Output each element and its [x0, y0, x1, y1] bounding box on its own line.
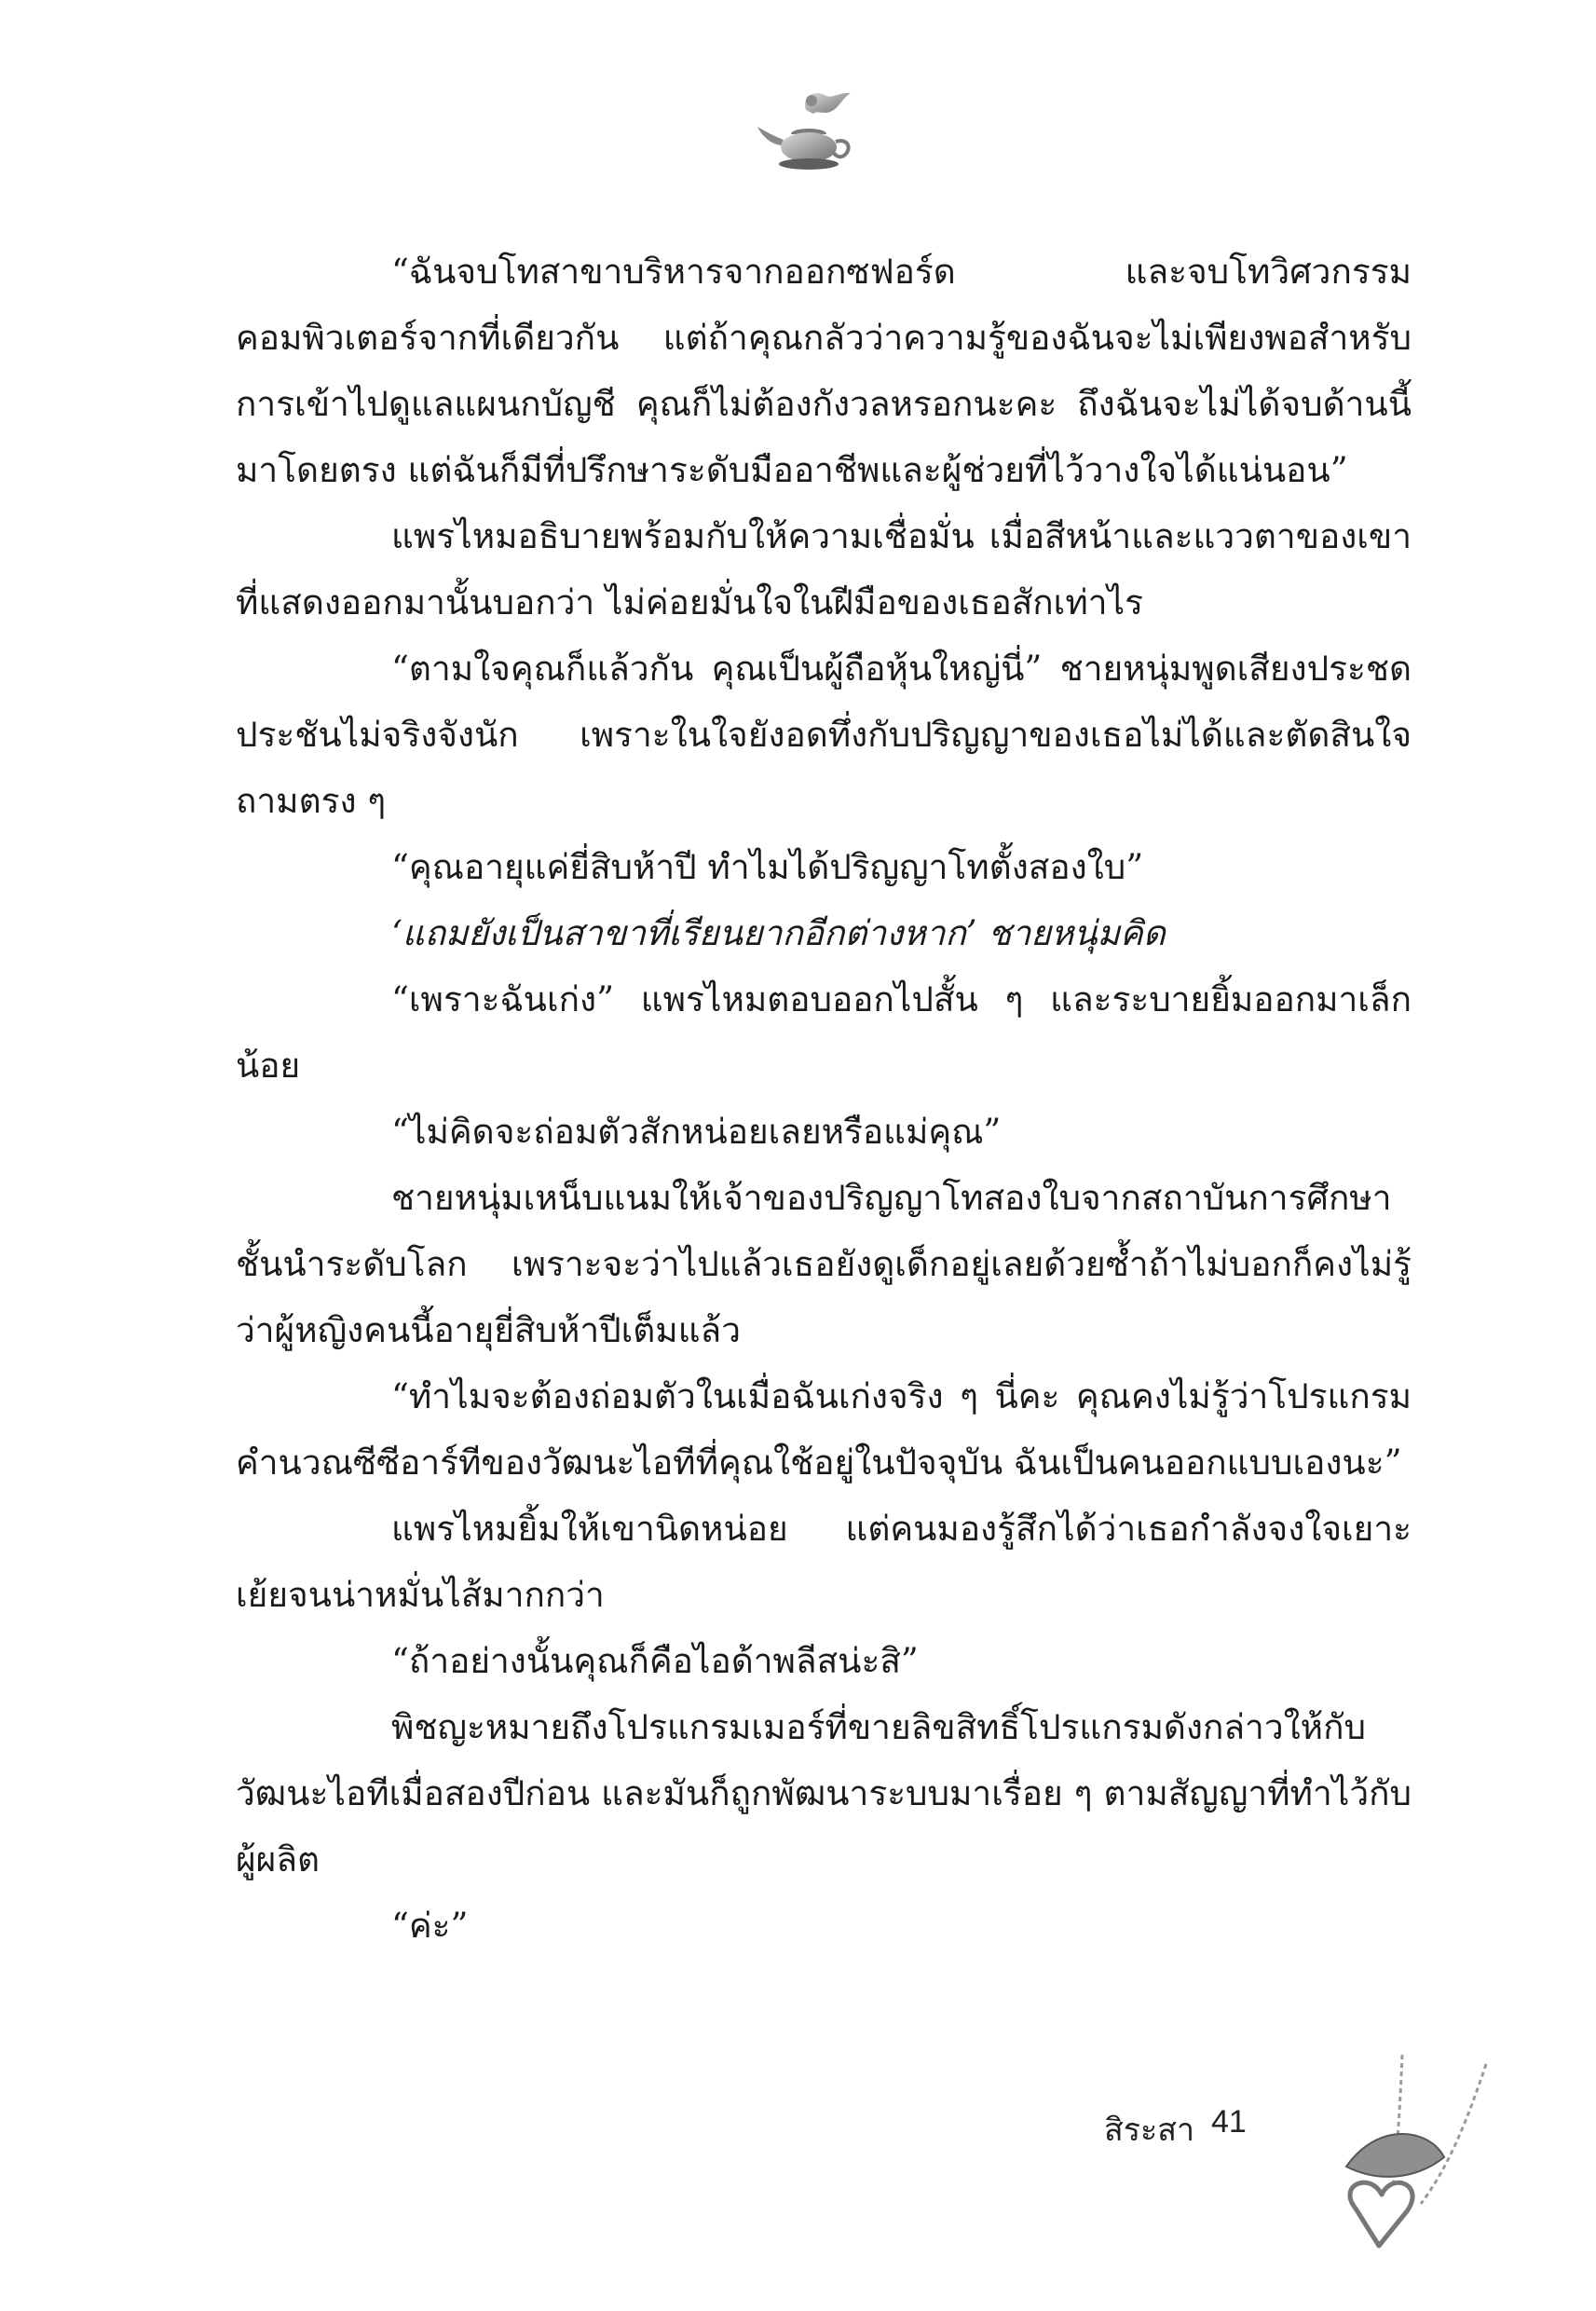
running-title: สิระสา: [1104, 2112, 1195, 2149]
paragraph: แพรไหมยิ้มให้เขานิดหน่อย แต่คนมองรู้สึกได้ว่าเธอกำลังจงใจเยาะเย้ยจนน่าหมั่นไส้มากกว่า: [236, 1509, 1412, 1615]
paragraph: “เพราะฉันเก่ง” แพรไหมตอบออกไปสั้น ๆ และระบายยิ้มออกมาเล็กน้อย: [236, 979, 1412, 1086]
paragraph: แพรไหมอธิบายพร้อมกับให้ความเชื่อมั่น เมื่อสีหน้าและแววตาของเขาที่แสดงออกมานั้นบอกว่า ไม่ค่อยมั่นใจในฝีมือของเธอสักเท่าไร: [236, 516, 1412, 622]
paragraph: ชายหนุ่มเหน็บแนมให้เจ้าของปริญญาโทสองใบจากสถาบันการศึกษาชั้นนำระดับโลก เพราะจะว่าไปแล้วเธอยังดูเด็กอยู่เลยด้วยซ้ำถ้าไม่บอกก็คงไม่รู้ว่าผู้หญิงคนนี้อายุยี่สิบห้าปีเต็มแล้ว: [236, 1178, 1412, 1350]
paragraph: “ถ้าอย่างนั้นคุณก็คือไอด้าพลีสน่ะสิ”: [391, 1641, 919, 1681]
paragraph: “คุณอายุแค่ยี่สิบห้าปี ทำไมได้ปริญญาโทตั้งสองใบ”: [391, 847, 1144, 887]
teapot-fairy-icon: [750, 82, 866, 198]
paragraph: “ทำไมจะต้องถ่อมตัวในเมื่อฉันเก่งจริง ๆ นี่คะ คุณคงไม่รู้ว่าโปรแกรมคำนวณซีซีอาร์ทีของวัฒนะไอทีที่คุณใช้อยู่ในปัจจุบัน ฉันเป็นคนออกแบบเองนะ”: [236, 1376, 1412, 1483]
paragraph: “ค่ะ”: [391, 1906, 469, 1946]
paragraph: “ไม่คิดจะถ่อมตัวสักหน่อยเลยหรือแม่คุณ”: [391, 1112, 1002, 1152]
paragraph: “ตามใจคุณก็แล้วกัน คุณเป็นผู้ถือหุ้นใหญ่นี่” ชายหนุ่มพูดเสียงประชดประชันไม่จริงจังนัก เพราะในใจยังอดทึ่งกับปริญญาของเธอไม่ได้และตัดสินใจถามตรง ๆ: [236, 649, 1412, 821]
paragraph-italic-thought: ‘แถมยังเป็นสาขาที่เรียนยากอีกต่างหาก’ ชายหนุ่มคิด: [391, 913, 1166, 953]
body-text: [236, 239, 1412, 1959]
paragraph: พิชญะหมายถึงโปรแกรมเมอร์ที่ขายลิขสิทธิ์โปรแกรมดังกล่าวให้กับวัฒนะไอทีเมื่อสองปีก่อน และมันก็ถูกพัฒนาระบบมาเรื่อย ๆ ตามสัญญาที่ทำไว้กับผู้ผลิต: [236, 1707, 1412, 1880]
paragraph: “ฉันจบโทสาขาบริหารจากออกซฟอร์ด และจบโทวิศวกรรมคอมพิวเตอร์จากที่เดียวกัน แต่ถ้าคุณกลัวว่าความรู้ของฉันจะไม่เพียงพอสำหรับการเข้าไปดูแลแผนกบัญชี คุณก็ไม่ต้องกังวลหรอกนะคะ ถึงฉันจะไม่ได้จบด้านนี้มาโดยตรง แต่ฉันก็มีที่ปรึกษาระดับมืออาชีพและผู้ช่วยที่ไว้วางใจได้แน่นอน”: [236, 252, 1412, 490]
heart-pendant-icon: [1290, 2045, 1505, 2278]
page-number: 41: [1211, 2104, 1247, 2140]
